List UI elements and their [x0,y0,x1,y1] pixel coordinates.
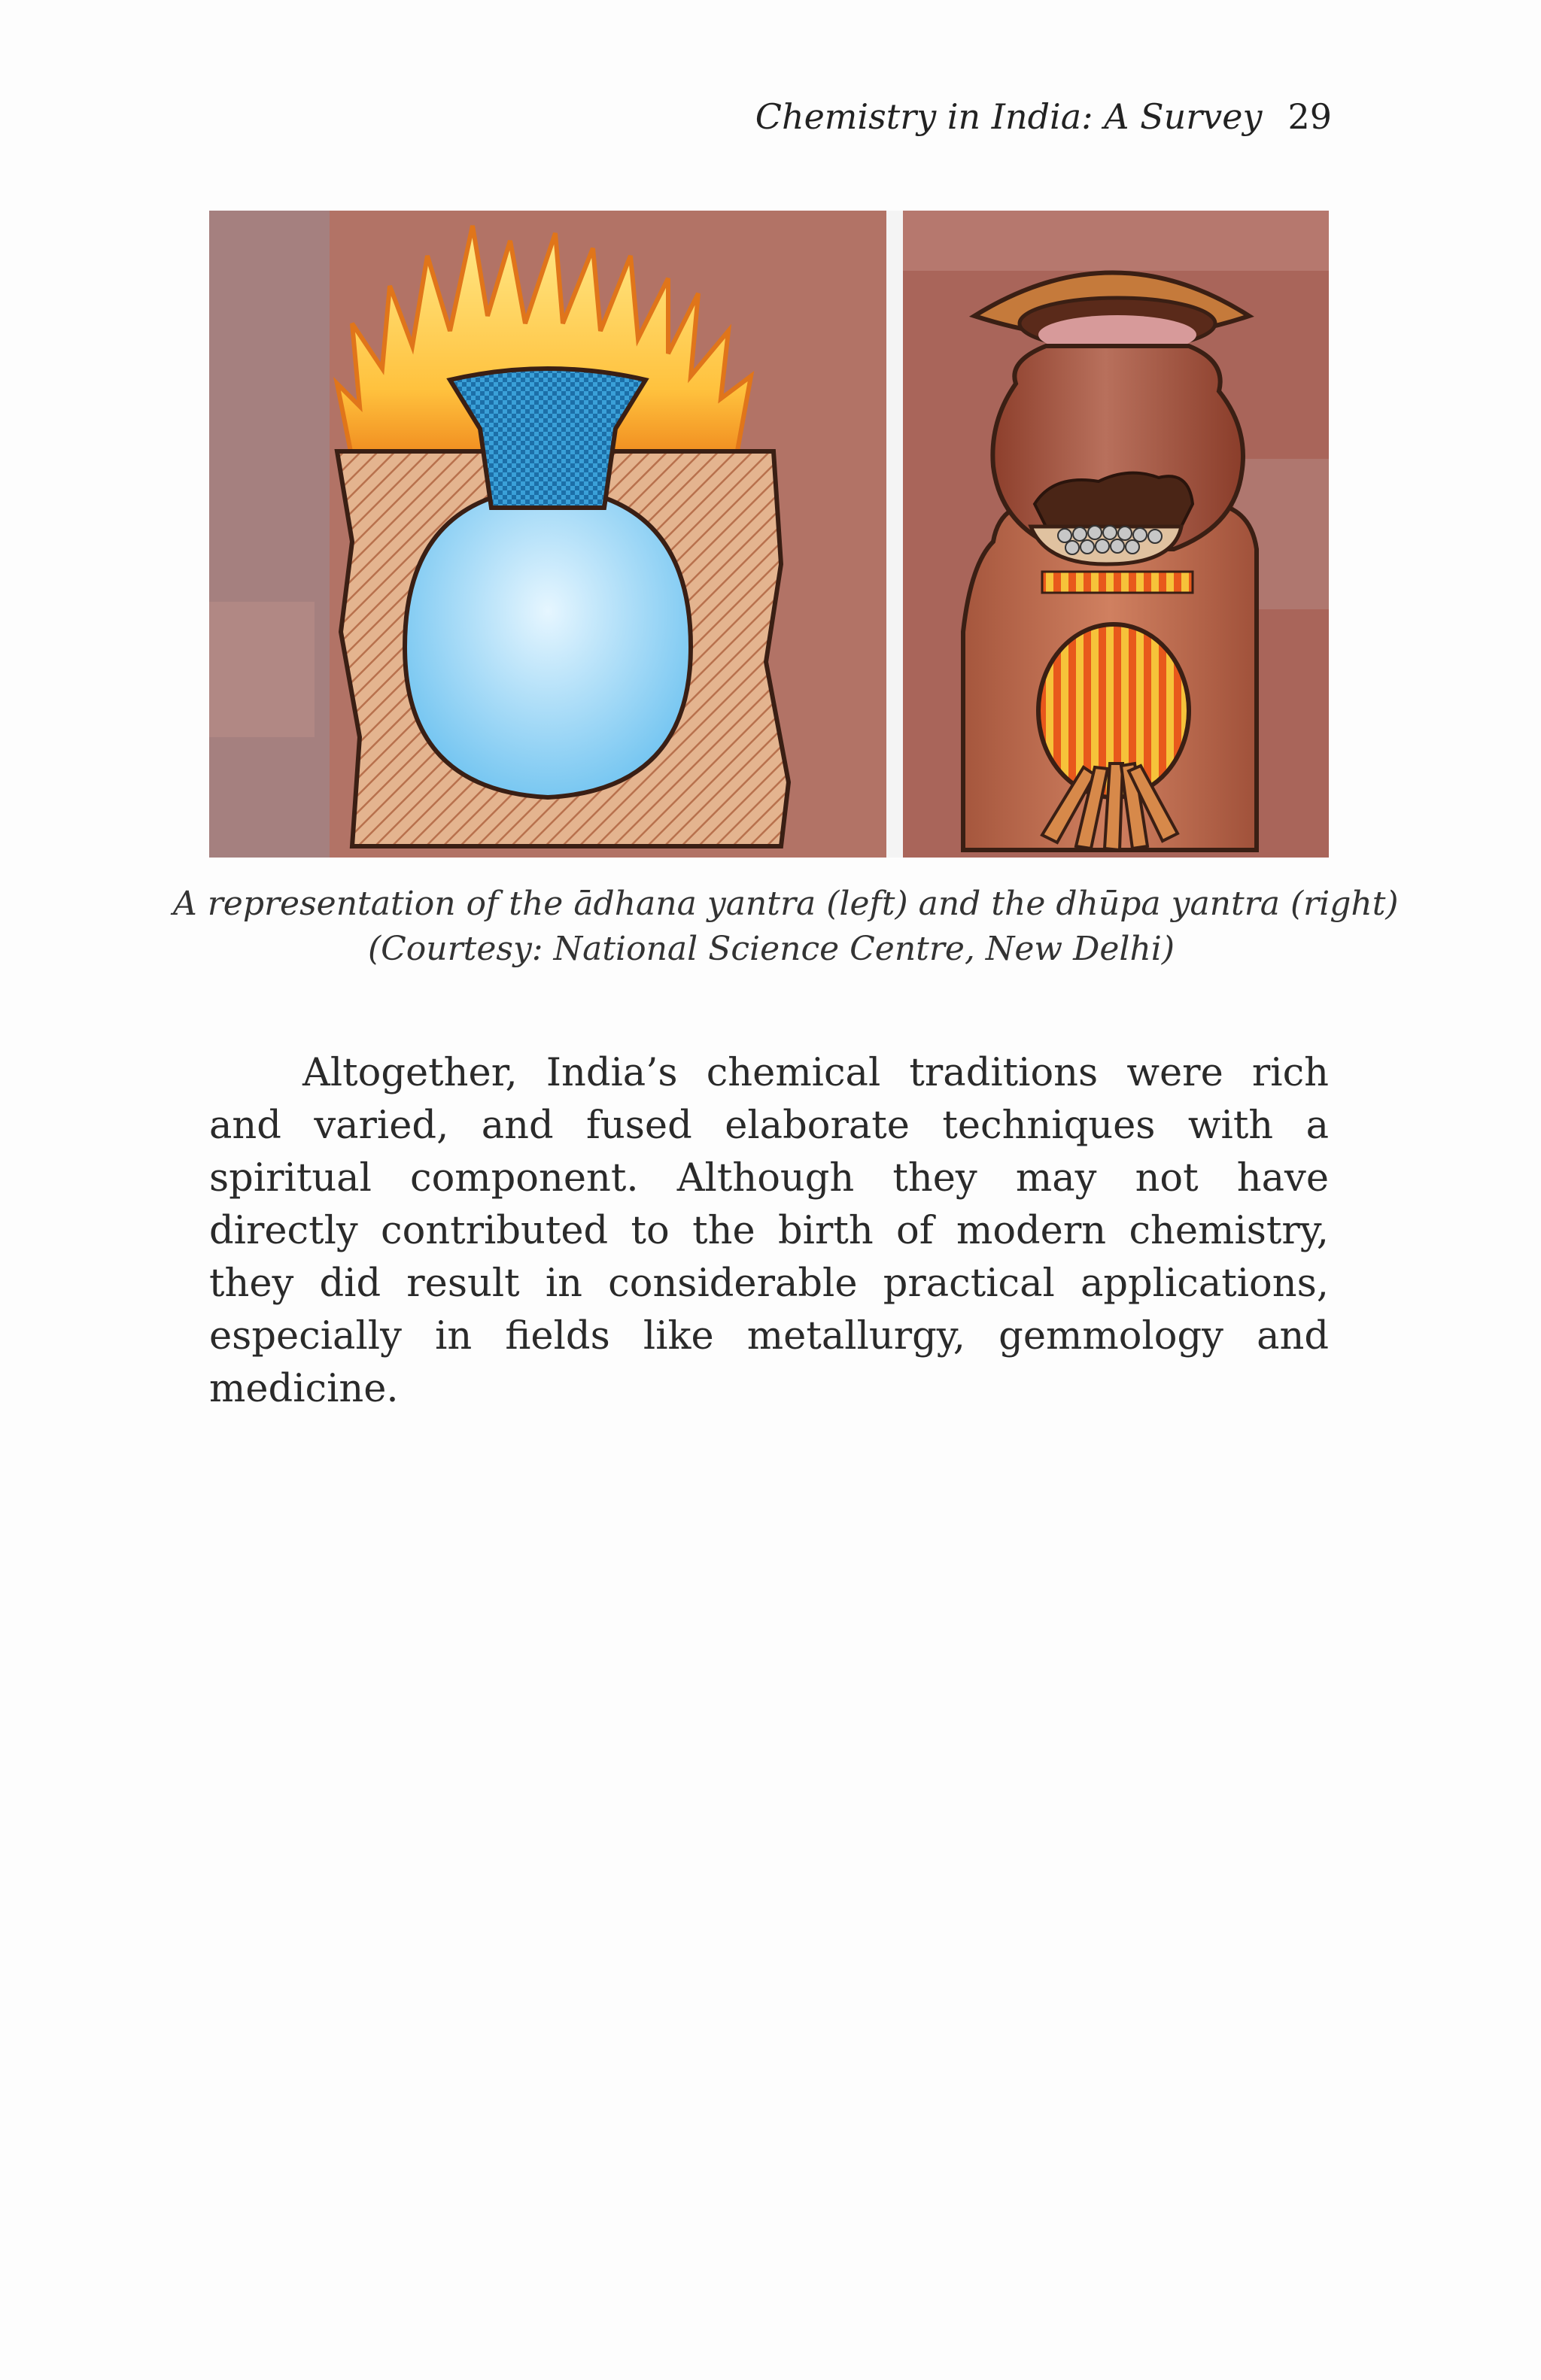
caption-line-2: (Courtesy: National Science Centre, New Delhi) [367,930,1175,968]
running-title: Chemistry in India: A Survey [755,96,1263,137]
dhupa-yantra-illustration [903,211,1329,858]
body-paragraph: Altogether, India’s chemical traditions were rich and varied, and fused elaborate techniques with a spiritual component. Although they may not have directly contributed to the birth of modern chemistry, they did result in considerable practical applications, especially in fields like metallurgy, gemmology and medicine. [209,1051,1329,1411]
figure-caption [173,882,1399,972]
adhana-yantra-illustration [209,211,886,858]
figure-divider [886,211,903,858]
running-head [0,96,1332,137]
caption-line-1: A representation of the ādhana yantra (left) and the dhūpa yantra (right) [173,885,1399,923]
page-number: 29 [1287,96,1332,137]
